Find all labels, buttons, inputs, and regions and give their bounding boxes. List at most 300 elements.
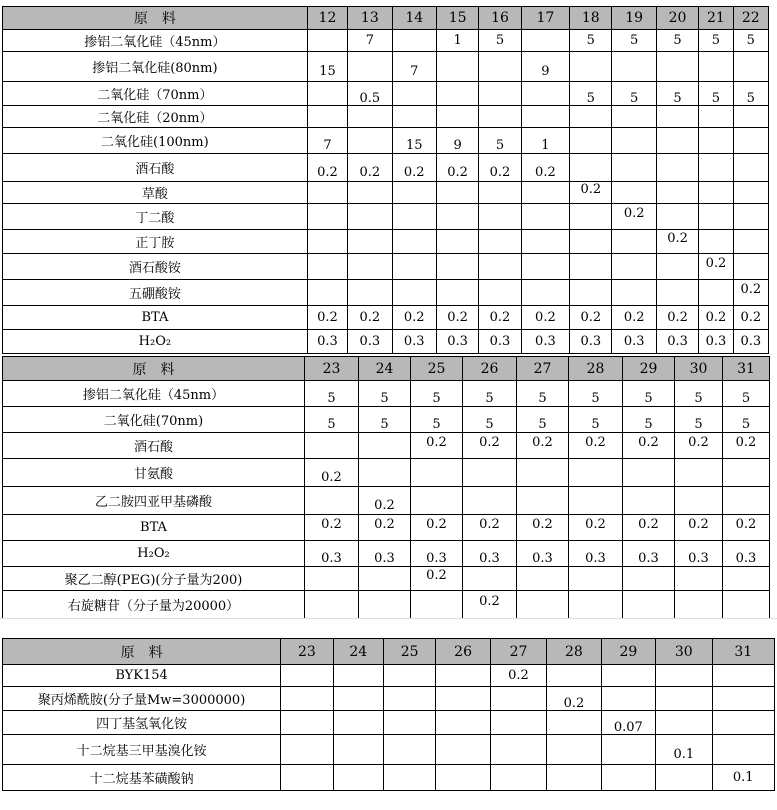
amount-value: 0.3: [688, 551, 709, 566]
amount-cell: [675, 381, 723, 407]
amount-value: 0.2: [705, 256, 727, 271]
amount-value: 0.2: [508, 668, 529, 683]
amount-cell: [383, 735, 435, 765]
amount-cell: [307, 128, 347, 154]
amount-cell: [307, 254, 347, 280]
amount-cell: [479, 128, 521, 154]
amount-cell: [521, 154, 569, 182]
amount-cell: [307, 182, 347, 204]
amount-cell: [699, 182, 733, 204]
amount-cell: [463, 515, 517, 541]
amount-cell: [623, 567, 675, 591]
amount-cell: [411, 515, 463, 541]
amount-value: 0.2: [426, 517, 447, 532]
amount-value: 0.2: [585, 435, 606, 450]
amount-value: 0.3: [705, 334, 727, 349]
amount-cell: [656, 254, 698, 280]
amount-value: 5: [380, 391, 389, 406]
amount-cell: [675, 515, 723, 541]
amount-cell: [569, 567, 623, 591]
amount-cell: [569, 381, 623, 407]
amount-value: 0.3: [426, 551, 447, 566]
amount-cell: [436, 128, 478, 154]
amount-value: 0.2: [688, 517, 709, 532]
amount-value: 0.2: [623, 310, 645, 325]
amount-value: 5: [327, 391, 336, 406]
amount-cell: [392, 82, 436, 106]
amount-cell: [490, 765, 546, 791]
amount-cell: [307, 154, 347, 182]
table-row: [3, 230, 769, 254]
amount-value: 1: [541, 138, 550, 153]
material-name: 十二烷基苯磺酸钠: [3, 765, 281, 791]
additive-table-23-31: [2, 638, 775, 791]
amount-value: 0.2: [359, 310, 381, 325]
amount-cell: [570, 106, 612, 128]
amount-cell: [723, 407, 770, 433]
header-example-25: 25: [411, 357, 463, 381]
amount-value: 0.2: [580, 310, 602, 325]
material-name: 二氧化硅（20nm）: [3, 106, 308, 128]
amount-cell: [570, 30, 612, 52]
amount-value: 5: [586, 91, 595, 106]
amount-cell: [699, 330, 733, 354]
amount-cell: [383, 665, 435, 687]
amount-cell: [723, 515, 770, 541]
amount-value: 0.2: [735, 435, 757, 450]
header-example-17: 17: [521, 7, 569, 30]
amount-value: 9: [453, 138, 462, 153]
amount-value: 0.3: [489, 334, 511, 349]
material-name: BYK154: [3, 665, 281, 687]
amount-value: 5: [432, 417, 441, 432]
amount-cell: [675, 433, 723, 459]
amount-value: 0.2: [321, 517, 342, 532]
amount-cell: [623, 407, 675, 433]
amount-cell: [675, 541, 723, 567]
header-example-22: 22: [733, 7, 768, 30]
header-example-23: 23: [281, 639, 333, 665]
amount-cell: [656, 204, 698, 230]
amount-value: 0.2: [667, 310, 688, 325]
amount-cell: [699, 204, 733, 230]
amount-cell: [547, 711, 601, 735]
header-example-25: 25: [383, 639, 435, 665]
amount-cell: [392, 230, 436, 254]
amount-value: 0.2: [532, 435, 553, 450]
amount-cell: [479, 306, 521, 330]
material-name: 掺铝二氧化硅（45nm）: [3, 381, 305, 407]
amount-cell: [733, 30, 768, 52]
amount-value: 0.2: [403, 310, 425, 325]
amount-cell: [281, 687, 333, 711]
amount-cell: [733, 128, 768, 154]
amount-cell: [623, 487, 675, 515]
header-example-26: 26: [463, 357, 517, 381]
header-example-27: 27: [490, 639, 546, 665]
amount-cell: [733, 182, 768, 204]
amount-cell: [479, 106, 521, 128]
table-row: [3, 407, 770, 433]
amount-cell: [281, 735, 333, 765]
amount-cell: [348, 154, 392, 182]
amount-value: 0.3: [359, 334, 381, 349]
amount-cell: [733, 52, 768, 82]
amount-value: 0.07: [613, 720, 643, 735]
formulation-table-23-31: [2, 356, 770, 619]
amount-value: 0.2: [735, 517, 757, 532]
amount-cell: [348, 280, 392, 306]
amount-value: 0.3: [374, 551, 395, 566]
amount-cell: [392, 154, 436, 182]
amount-cell: [723, 459, 770, 487]
amount-cell: [305, 541, 359, 567]
material-name: 甘氨酸: [3, 459, 305, 487]
amount-cell: [656, 82, 698, 106]
amount-cell: [348, 52, 392, 82]
amount-cell: [305, 433, 359, 459]
amount-cell: [547, 735, 601, 765]
amount-value: 5: [630, 91, 639, 106]
amount-value: 5: [538, 417, 547, 432]
amount-cell: [547, 765, 601, 791]
amount-cell: [348, 82, 392, 106]
amount-cell: [699, 106, 733, 128]
amount-value: 0.3: [321, 551, 342, 566]
amount-cell: [307, 230, 347, 254]
amount-cell: [305, 381, 359, 407]
amount-cell: [359, 541, 411, 567]
amount-cell: [392, 306, 436, 330]
amount-cell: [623, 541, 675, 567]
amount-cell: [570, 154, 612, 182]
amount-cell: [307, 204, 347, 230]
table-row: [3, 154, 769, 182]
amount-cell: [601, 765, 655, 791]
amount-cell: [411, 433, 463, 459]
amount-cell: [569, 433, 623, 459]
amount-value: 0.3: [532, 551, 553, 566]
amount-value: 5: [630, 33, 639, 48]
amount-cell: [733, 82, 768, 106]
amount-cell: [359, 407, 411, 433]
amount-cell: [348, 330, 392, 354]
amount-value: 5: [673, 91, 682, 106]
amount-value: 0.3: [623, 334, 645, 349]
amount-value: 0.2: [317, 310, 338, 325]
table-row: [3, 567, 770, 591]
amount-cell: [392, 106, 436, 128]
amount-cell: [307, 82, 347, 106]
amount-value: 5: [746, 33, 755, 48]
amount-cell: [392, 330, 436, 354]
amount-value: 0.2: [374, 517, 395, 532]
material-name: 酒石酸: [3, 433, 305, 459]
amount-cell: [612, 182, 656, 204]
table-row: [3, 52, 769, 82]
amount-cell: [411, 567, 463, 591]
table-row: [3, 591, 770, 619]
amount-cell: [712, 735, 775, 765]
header-example-27: 27: [517, 357, 569, 381]
amount-cell: [569, 407, 623, 433]
amount-value: 5: [485, 391, 494, 406]
amount-value: 9: [541, 64, 550, 79]
amount-value: 0.2: [479, 517, 500, 532]
amount-cell: [570, 306, 612, 330]
amount-cell: [656, 106, 698, 128]
amount-cell: [411, 591, 463, 619]
header-example-29: 29: [601, 639, 655, 665]
amount-cell: [436, 711, 490, 735]
amount-cell: [699, 154, 733, 182]
header-row: [3, 357, 770, 381]
amount-cell: [612, 280, 656, 306]
material-name: 二氧化硅(100nm): [3, 128, 308, 154]
table-row: [3, 82, 769, 106]
amount-value: 5: [485, 417, 494, 432]
amount-value: 5: [644, 391, 653, 406]
amount-cell: [436, 306, 478, 330]
amount-value: 5: [694, 391, 703, 406]
amount-value: 0.2: [535, 310, 556, 325]
amount-cell: [521, 254, 569, 280]
amount-value: 0.2: [403, 165, 425, 180]
material-name: 右旋糖苷（分子量为20000）: [3, 591, 305, 619]
amount-value: 0.2: [580, 182, 602, 197]
amount-cell: [656, 280, 698, 306]
amount-cell: [479, 330, 521, 354]
amount-cell: [307, 52, 347, 82]
material-name: 掺铝二氧化硅(80nm): [3, 52, 308, 82]
amount-cell: [436, 330, 478, 354]
amount-cell: [305, 407, 359, 433]
amount-cell: [392, 52, 436, 82]
header-example-18: 18: [570, 7, 612, 30]
amount-cell: [436, 687, 490, 711]
header-example-30: 30: [656, 639, 712, 665]
amount-cell: [359, 459, 411, 487]
amount-cell: [699, 306, 733, 330]
amount-cell: [623, 515, 675, 541]
amount-cell: [733, 230, 768, 254]
amount-value: 0.2: [426, 435, 447, 450]
table-row: [3, 433, 770, 459]
header-example-14: 14: [392, 7, 436, 30]
table-row: [3, 280, 769, 306]
amount-cell: [699, 82, 733, 106]
amount-cell: [601, 665, 655, 687]
header-example-16: 16: [479, 7, 521, 30]
amount-cell: [383, 711, 435, 735]
amount-cell: [307, 280, 347, 306]
amount-value: 5: [673, 33, 682, 48]
amount-cell: [569, 591, 623, 619]
amount-cell: [348, 128, 392, 154]
table-row: [3, 687, 775, 711]
amount-cell: [570, 182, 612, 204]
amount-cell: [675, 459, 723, 487]
amount-cell: [612, 82, 656, 106]
amount-value: 7: [323, 138, 332, 153]
amount-cell: [392, 128, 436, 154]
amount-cell: [699, 52, 733, 82]
material-name: 二氧化硅（70nm）: [3, 82, 308, 106]
amount-cell: [656, 330, 698, 354]
amount-cell: [712, 711, 775, 735]
amount-cell: [392, 204, 436, 230]
amount-value: 0.2: [535, 165, 556, 180]
amount-cell: [436, 154, 478, 182]
amount-cell: [463, 433, 517, 459]
material-name: 草酸: [3, 182, 308, 204]
amount-cell: [656, 230, 698, 254]
amount-cell: [411, 487, 463, 515]
amount-cell: [723, 487, 770, 515]
amount-value: 5: [711, 33, 721, 48]
amount-cell: [712, 665, 775, 687]
amount-value: 0.3: [740, 334, 762, 349]
amount-value: 5: [591, 391, 600, 406]
amount-cell: [490, 711, 546, 735]
amount-value: 1: [453, 33, 462, 48]
amount-cell: [733, 280, 768, 306]
amount-cell: [675, 487, 723, 515]
material-name: 二氧化硅(70nm): [3, 407, 305, 433]
table-row: [3, 541, 770, 567]
amount-value: 0.2: [479, 435, 500, 450]
header-example-28: 28: [547, 639, 601, 665]
amount-cell: [699, 254, 733, 280]
amount-cell: [612, 306, 656, 330]
amount-cell: [490, 735, 546, 765]
amount-value: 0.2: [447, 165, 468, 180]
amount-value: 5: [591, 417, 600, 432]
header-example-31: 31: [712, 639, 775, 665]
amount-cell: [411, 459, 463, 487]
amount-cell: [723, 433, 770, 459]
material-name: BTA: [3, 306, 308, 330]
amount-cell: [479, 30, 521, 52]
amount-cell: [517, 541, 569, 567]
amount-cell: [348, 182, 392, 204]
amount-cell: [517, 381, 569, 407]
amount-cell: [570, 330, 612, 354]
table-row: [3, 487, 770, 515]
amount-value: 0.2: [359, 165, 381, 180]
amount-cell: [479, 280, 521, 306]
table-row: [3, 30, 769, 52]
amount-cell: [392, 182, 436, 204]
amount-cell: [305, 487, 359, 515]
header-row: [3, 639, 775, 665]
amount-cell: [392, 30, 436, 52]
amount-cell: [411, 407, 463, 433]
amount-cell: [463, 407, 517, 433]
amount-cell: [305, 515, 359, 541]
amount-cell: [723, 567, 770, 591]
material-name: 酒石酸: [3, 154, 308, 182]
amount-cell: [656, 154, 698, 182]
amount-value: 0.3: [403, 334, 425, 349]
amount-cell: [656, 687, 712, 711]
amount-cell: [612, 52, 656, 82]
amount-value: 0.3: [535, 334, 556, 349]
amount-cell: [712, 687, 775, 711]
amount-cell: [479, 182, 521, 204]
amount-cell: [333, 665, 383, 687]
amount-cell: [436, 30, 478, 52]
table-row: [3, 204, 769, 230]
amount-cell: [656, 30, 698, 52]
amount-cell: [436, 82, 478, 106]
amount-cell: [733, 204, 768, 230]
material-name: BTA: [3, 515, 305, 541]
amount-cell: [612, 106, 656, 128]
amount-cell: [569, 459, 623, 487]
amount-cell: [656, 52, 698, 82]
table-row: [3, 711, 775, 735]
amount-value: 0.3: [317, 334, 338, 349]
amount-value: 0.2: [447, 310, 468, 325]
amount-cell: [569, 487, 623, 515]
header-example-21: 21: [699, 7, 733, 30]
amount-cell: [521, 280, 569, 306]
amount-value: 0.2: [585, 517, 606, 532]
amount-cell: [521, 82, 569, 106]
amount-cell: [623, 381, 675, 407]
header-row: [3, 7, 769, 30]
amount-value: 0.2: [638, 435, 659, 450]
amount-cell: [436, 230, 478, 254]
amount-cell: [359, 591, 411, 619]
amount-cell: [436, 735, 490, 765]
amount-cell: [570, 82, 612, 106]
amount-value: 0.2: [321, 470, 342, 485]
amount-value: 5: [644, 417, 653, 432]
amount-cell: [517, 487, 569, 515]
amount-cell: [570, 52, 612, 82]
amount-cell: [570, 280, 612, 306]
amount-cell: [479, 204, 521, 230]
amount-cell: [307, 306, 347, 330]
table-row: [3, 330, 769, 354]
amount-cell: [348, 106, 392, 128]
amount-cell: [612, 330, 656, 354]
amount-cell: [490, 687, 546, 711]
amount-cell: [521, 106, 569, 128]
amount-cell: [612, 128, 656, 154]
amount-value: 0.2: [426, 568, 447, 583]
amount-cell: [479, 52, 521, 82]
material-name: 聚乙二醇(PEG)(分子量为200): [3, 567, 305, 591]
amount-cell: [479, 230, 521, 254]
header-materials: 原 料: [3, 357, 305, 381]
amount-value: 0.2: [374, 498, 395, 513]
amount-cell: [733, 254, 768, 280]
material-name: 十二烷基三甲基溴化铵: [3, 735, 281, 765]
amount-cell: [281, 765, 333, 791]
amount-cell: [305, 591, 359, 619]
material-name: H₂O₂: [3, 330, 308, 354]
amount-cell: [348, 30, 392, 52]
amount-cell: [612, 204, 656, 230]
amount-cell: [307, 30, 347, 52]
amount-value: 0.3: [580, 334, 602, 349]
amount-cell: [570, 230, 612, 254]
amount-cell: [305, 459, 359, 487]
amount-cell: [281, 665, 333, 687]
